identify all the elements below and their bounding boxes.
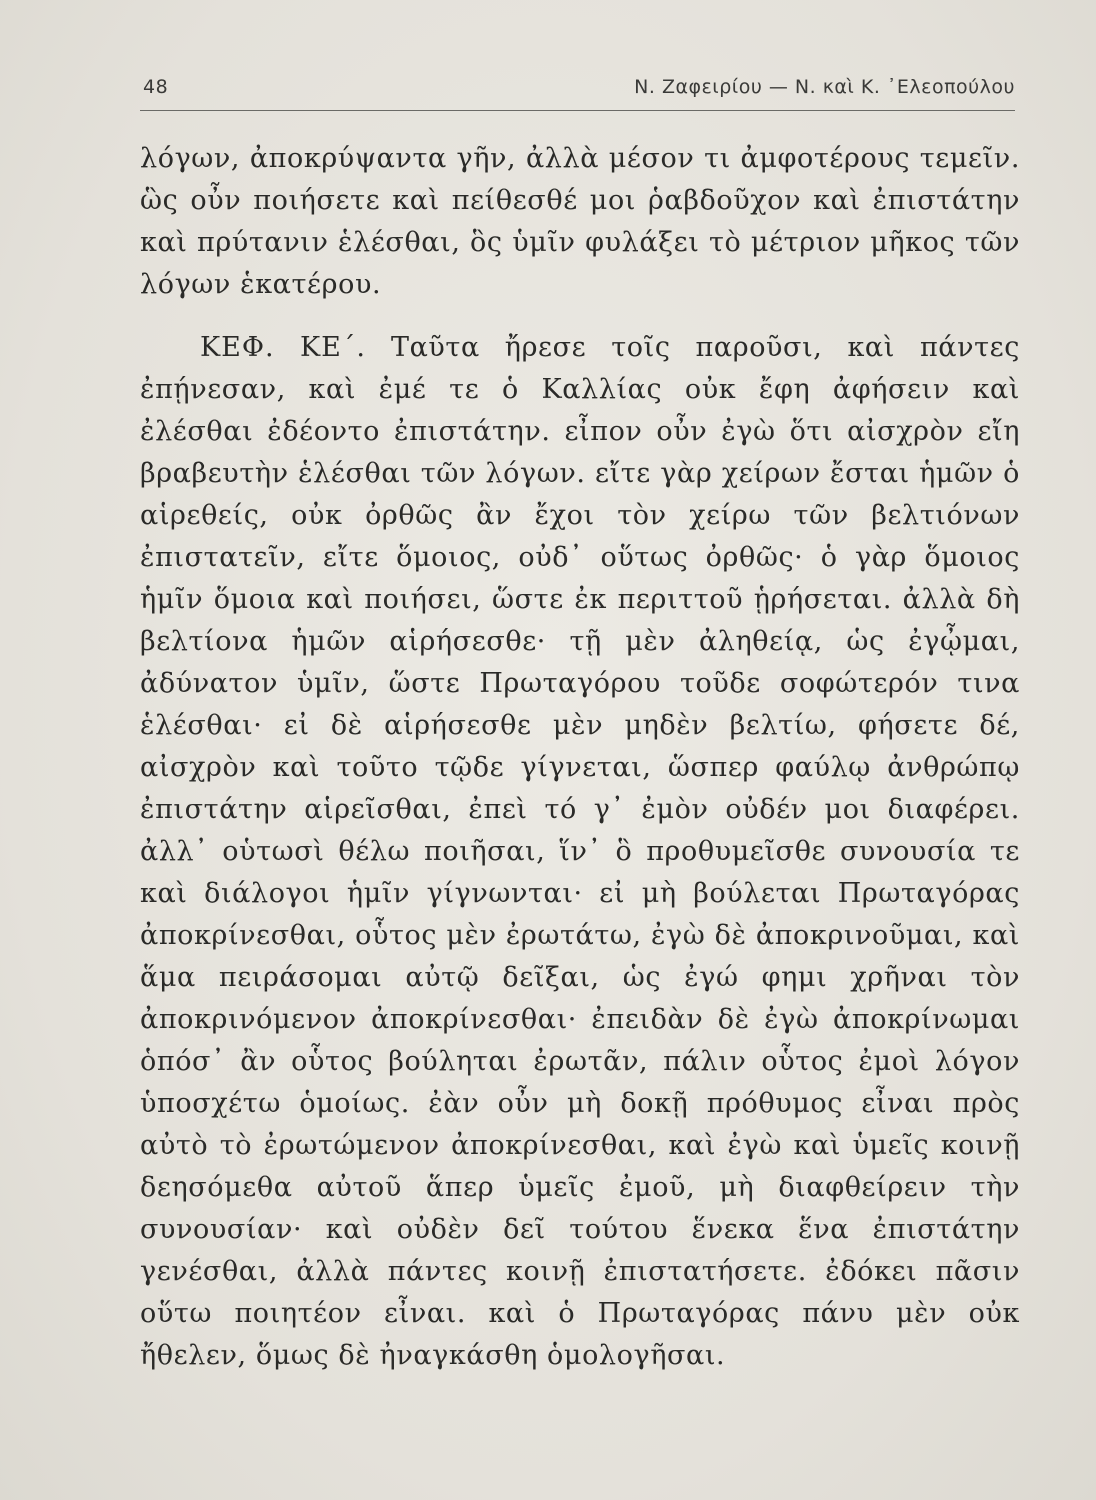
header-rule [140, 110, 1015, 111]
page-number: 48 [143, 76, 169, 98]
chapter-label: ΚΕΦ. ΚΕ΄. [200, 332, 366, 363]
paragraph-2-text: Ταῦτα ἤρεσε τοῖς παροῦσι, καὶ πάντες ἐπῄνεσαν, καὶ ἐμέ τε ὁ Καλλίας οὐκ ἔφη ἀφήσειν καὶ ἐλέσθαι ἐδέοντο ἐπιστάτην. εἶπον οὖν ἐγὼ ὅτι αἰσχρὸν εἴη βραβευτὴν ἑλέσθαι τῶν λόγων. εἴτε γὰρ χείρων ἔσται ἡμῶν ὁ αἱρεθείς, οὐκ ὀρθῶς ἂν ἔχοι τὸν χείρω τῶν βελτιόνων ἐπιστατεῖν, εἴτε ὅμοιος, οὐδ᾽ οὕτως ὀρθῶς· ὁ γὰρ ὅμοιος ἡμῖν ὅμοια καὶ ποιήσει, ὥστε ἐκ περιττοῦ ᾑρήσεται. ἀλλὰ δὴ βελτίονα ἡμῶν αἱρήσεσθε· τῇ μὲν ἀληθείᾳ, ὡς ἐγᾦμαι, ἀδύνατον ὑμῖν, ὥστε Πρωταγόρου τοῦδε σοφώτερόν τινα ἑλέσθαι· εἰ δὲ αἱρήσεσθε μὲν μηδὲν βελτίω, φήσετε δέ, αἰσχρὸν καὶ τοῦτο τῷδε γίγνεται, ὥσπερ φαύλῳ ἀνθρώπῳ ἐπιστάτην αἱρεῖσθαι, ἐπεὶ τό γ᾽ ἐμὸν οὐδέν μοι διαφέρει. ἀλλ᾽ οὑτωσὶ θέλω ποιῆσαι, ἵν᾽ ὃ προθυμεῖσθε συνουσία τε καὶ διάλογοι ἡμῖν γίγνωνται· εἰ μὴ βούλεται Πρωταγόρας ἀποκρίνεσθαι, οὗτος μὲν ἐρωτάτω, ἐγὼ δὲ ἀποκρινοῦμαι, καὶ ἅμα πειράσομαι αὐτῷ δεῖξαι, ὡς ἐγώ φημι χρῆναι τὸν ἀποκρινόμενον ἀποκρίνεσθαι· ἐπειδὰν δὲ ἐγὼ ἀποκρίνωμαι ὁπόσ᾽ ἂν οὗτος βούληται ἐρωτᾶν, πάλιν οὗτος ἐμοὶ λόγον ὑποσχέτω ὁμοίως. ἐὰν οὖν μὴ δοκῇ πρόθυμος εἶναι πρὸς αὐτὸ τὸ ἐρωτώμενον ἀποκρίνεσθαι, καὶ ἐγὼ καὶ ὑμεῖς κοινῇ δεησόμεθα αὐτοῦ ἅπερ ὑμεῖς ἐμοῦ, μὴ διαφθείρειν τὴν συνουσίαν· καὶ οὐδὲν δεῖ τούτου ἕνεκα ἕνα ἐπιστάτην γενέσθαι, ἀλλὰ πάντες κοινῇ ἐπιστατήσετε. ἐδόκει πᾶσιν οὕτω ποιητέον εἶναι. καὶ ὁ Πρωταγόρας πάνυ μὲν οὐκ ἤθελεν, ὅμως δὲ ἠναγκάσθη ὁμολογῆσαι. [140, 332, 1020, 1371]
body-text [140, 138, 1020, 1377]
page-header [143, 74, 1015, 106]
running-head: Ν. Ζαφειρίου — Ν. καὶ Κ. ᾿Ελεοπούλου [634, 76, 1015, 98]
paragraph-2 [140, 327, 1020, 1377]
paragraph-1: λόγων, ἀποκρύψαντα γῆν, ἀλλὰ μέσον τι ἀμφοτέρους τεμεῖν. ὣς οὖν ποιήσετε καὶ πείθεσθέ μοι ῥαβδοῦχον καὶ ἐπιστάτην καὶ πρύτανιν ἑλέσθαι, ὃς ὑμῖν φυλάξει τὸ μέτριον μῆκος τῶν λόγων ἑκατέρου. [140, 143, 1020, 300]
